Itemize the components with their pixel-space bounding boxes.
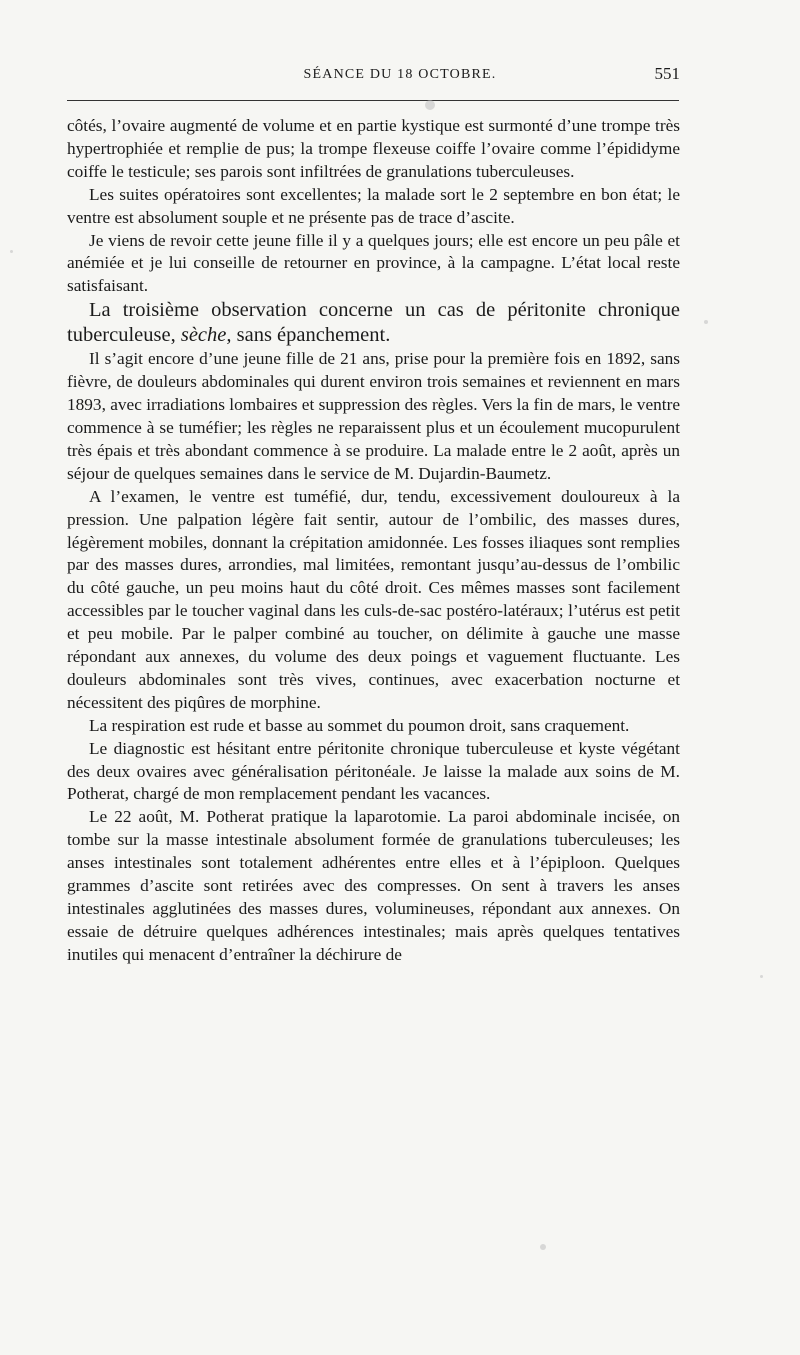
scan-speck: [540, 1244, 546, 1250]
scan-speck: [425, 100, 435, 110]
running-title: SÉANCE DU 18 OCTOBRE.: [303, 67, 497, 82]
page-number: 551: [654, 64, 680, 83]
scan-speck: [704, 320, 708, 324]
scan-speck: [10, 250, 13, 253]
paragraph: Il s’agit encore d’une jeune fille de 21 ans, prise pour la première fois en 1892, sans fièvre, de douleurs abdominales qui durent environ trois semaines et reviennent en mars 1893, avec irradiations lombaires et suppression des règles. Vers la fin de mars, le ventre commence à se tuméfier; les règles ne reparaissent plus et un écoulement mucopurulent très épais et très abondant commence à se produire. La malade entre le 2 août, après un séjour de quelques semaines dans le service de M. Dujardin-Baumetz.: [67, 349, 680, 483]
paragraph: côtés, l’ovaire augmenté de volume et en partie kystique est surmonté d’une trompe très hypertrophiée et remplie de pus; la trompe flexeuse coiffe l’ovaire comme l’épididyme coiffe le testicule; ses parois sont infiltrées de granulations tuberculeuses.: [67, 116, 680, 181]
scan-speck: [760, 975, 763, 978]
section-lead-italic: sèche,: [180, 324, 232, 347]
header-rule: [67, 100, 679, 101]
paragraph: Le diagnostic est hésitant entre péritonite chronique tuberculeuse et kyste végétant des deux ovaires avec généralisation péritonéale. Je laisse la malade aux soins de M. Potherat, chargé de mon remplacement pendant les vacances.: [67, 738, 680, 804]
running-head: [120, 64, 680, 86]
body-text: [67, 115, 680, 967]
paragraph: A l’examen, le ventre est tuméfié, dur, tendu, excessivement douloureux à la pression. Une palpation légère fait sentir, autour de l’ombilic, des masses dures, légèrement mobiles, donnant la crépitation amidonnée. Les fosses iliaques sont remplies par des masses dures, arrondies, mal limitées, remontant jusqu’au-dessus de l’ombilic du côté gauche, un peu moins haut du côté droit. Ces mêmes masses sont facilement accessibles par le toucher vaginal dans les culs-de-sac postéro-latéraux; l’utérus est petit et peu mobile. Par le palper combiné au toucher, on délimite à gauche une masse répondant aux annexes, du volume des deux poings et vaguement fluctuante. Les douleurs abdominales sont très vives, continues, avec exacerbation nocturne et nécessitent des piqûres de morphine.: [67, 486, 680, 712]
paragraph: Je viens de revoir cette jeune fille il y a quelques jours; elle est encore un peu pâle et anémiée et je lui conseille de retourner en province, à la campagne. L’état local reste satisfaisant.: [67, 230, 680, 296]
section-lead-text-end: sans épanchement.: [231, 324, 391, 347]
paragraph: Le 22 août, M. Potherat pratique la laparotomie. La paroi abdominale incisée, on tombe sur la masse intestinale absolument formée de granulations tuberculeuses; les anses intestinales sont totalement adhérentes entre elles et à l’épiploon. Quelques grammes d’ascite sont retirées avec des compresses. On sent à travers les anses intestinales agglutinées des masses dures, volumineuses, répondant aux annexes. On essaie de détruire quelques adhérences intestinales; mais après quelques tentatives inutiles qui menacent d’entraîner la déchirure de: [67, 807, 680, 964]
paragraph: Les suites opératoires sont excellentes; la malade sort le 2 septembre en bon état; le ventre est absolument souple et ne présente pas de trace d’ascite.: [67, 184, 680, 227]
observation-text: [67, 348, 680, 966]
paragraph: La respiration est rude et basse au sommet du poumon droit, sans craquement.: [89, 715, 630, 735]
section-lead: [67, 298, 680, 348]
section-lead-text: La troisième observation concerne un cas de péritonite chronique tuberculeuse,: [67, 299, 680, 347]
